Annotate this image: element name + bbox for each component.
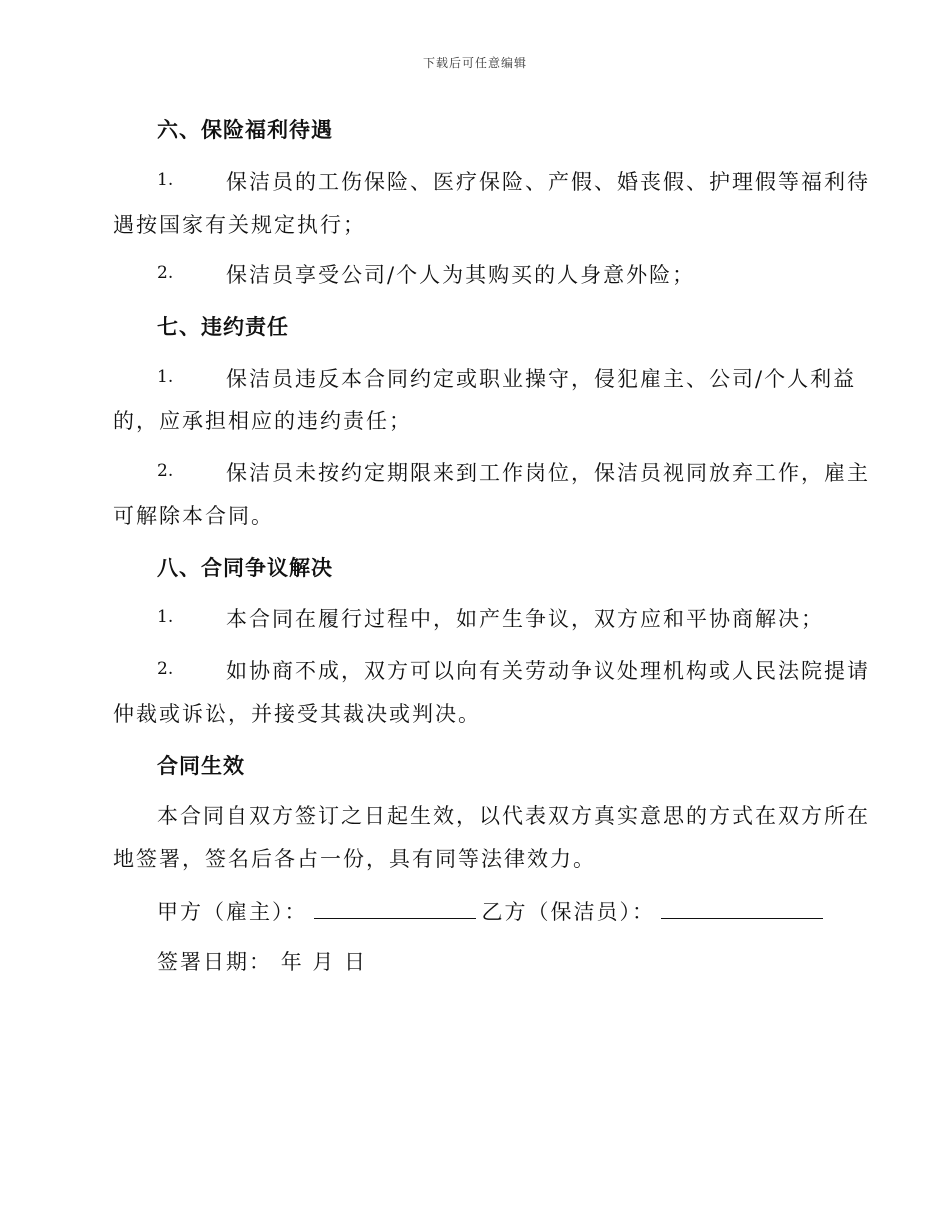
party-b-signature-line (661, 900, 823, 919)
item-text-line: 可解除本合同。 (113, 504, 274, 528)
paragraph-line: 地签署，签名后各占一份，具有同等法律效力。 (113, 847, 596, 871)
signature-row (157, 896, 829, 926)
item-number: 2. (157, 461, 174, 481)
section-heading-breach: 七、违约责任 (157, 315, 289, 339)
party-a-label: 甲方（雇主）： (157, 900, 308, 924)
item-text-line: 保洁员未按约定期限来到工作岗位，保洁员视同放弃工作，雇主 (226, 461, 870, 485)
item-text-line: 如协商不成，双方可以向有关劳动争议处理机构或人民法院提请 (226, 659, 870, 683)
party-a-signature-line (314, 900, 476, 919)
section-heading-dispute: 八、合同争议解决 (157, 556, 333, 580)
date-row (157, 946, 367, 976)
item-number: 2. (157, 263, 174, 283)
date-value: 年 月 日 (280, 950, 368, 974)
header-note: 下载后可任意编辑 (422, 56, 527, 70)
item-text-line: 仲裁或诉讼，并接受其裁决或判决。 (113, 702, 481, 726)
item-number: 2. (157, 659, 174, 679)
section-heading-effect: 合同生效 (157, 754, 245, 778)
item-text-line: 本合同在履行过程中，如产生争议，双方应和平协商解决； (226, 607, 824, 631)
date-label: 签署日期： (157, 950, 272, 974)
item-text-line: 遇按国家有关规定执行； (113, 213, 366, 237)
section-heading-insurance: 六、保险福利待遇 (157, 118, 333, 142)
item-text-line: 的，应承担相应的违约责任； (113, 409, 412, 433)
party-b-label: 乙方（保洁员）： (481, 900, 655, 924)
paragraph-line: 本合同自双方签订之日起生效，以代表双方真实意思的方式在双方所在 (157, 804, 870, 828)
item-number: 1. (157, 170, 174, 190)
item-number: 1. (157, 367, 174, 387)
item-text-line: 保洁员违反本合同约定或职业操守，侵犯雇主、公司/个人利益 (226, 367, 857, 391)
item-text-line: 保洁员享受公司/个人为其购买的人身意外险； (226, 263, 696, 287)
item-number: 1. (157, 607, 174, 627)
item-text-line: 保洁员的工伤保险、医疗保险、产假、婚丧假、护理假等福利待 (226, 170, 870, 194)
